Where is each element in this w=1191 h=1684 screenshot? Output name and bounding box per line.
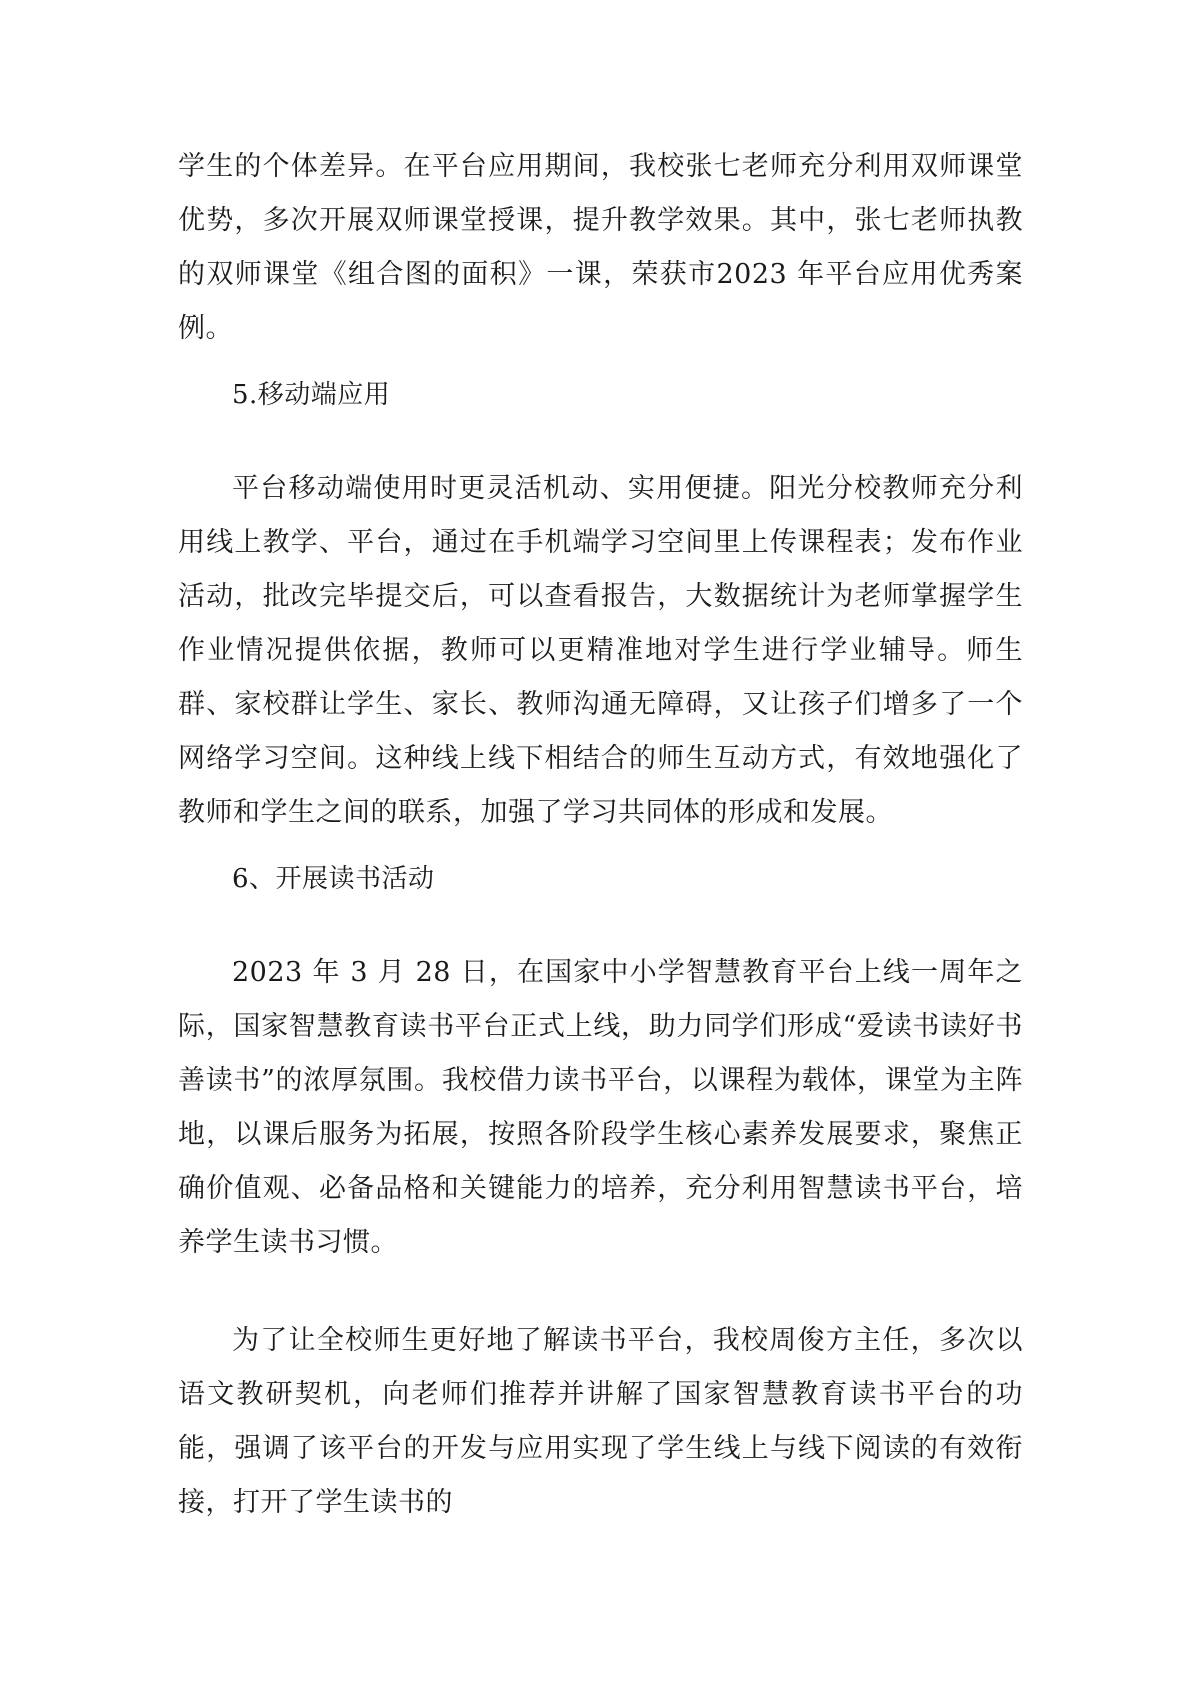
paragraph-continued: 学生的个体差异。在平台应用期间，我校张七老师充分利用双师课堂优势，多次开展双师课堂授课，提升教学效果。其中，张七老师执教的双师课堂《组合图的面积》一课，荣获市2023 年平台应用优秀案例。 xyxy=(178,151,1023,344)
paragraph-mobile-app: 平台移动端使用时更灵活机动、实用便捷。阳光分校教师充分利用线上教学、平台，通过在手机端学习空间里上传课程表；发布作业活动，批改完毕提交后，可以查看报告，大数据统计为老师掌握学生作业情况提供依据，教师可以更精准地对学生进行学业辅导。师生群、家校群让学生、家长、教师沟通无障碍，又让孩子们增多了一个网络学习空间。这种线上线下相结合的师生互动方式，有效地强化了教师和学生之间的联系，加强了学习共同体的形成和发展。 xyxy=(178,473,1023,828)
section-heading-mobile: 5.移动端应用 xyxy=(232,380,391,410)
paragraph-reading-platform: 2023 年 3 月 28 日，在国家中小学智慧教育平台上线一周年之际，国家智慧教育读书平台正式上线，助力同学们形成“爱读书读好书善读书”的浓厚氛围。我校借力读书平台，以课程为载体，课堂为主阵地，以课后服务为拓展，按照各阶段学生核心素养发展要求，聚焦正确价值观、必备品格和关键能力的培养，充分利用智慧读书平台，培养学生读书习惯。 xyxy=(178,957,1023,1258)
section-heading-reading: 6、开展读书活动 xyxy=(232,864,435,894)
paragraph-reading-promotion: 为了让全校师生更好地了解读书平台，我校周俊方主任，多次以语文教研契机，向老师们推荐并讲解了国家智慧教育读书平台的功能，强调了该平台的开发与应用实现了学生线上与线下阅读的有效衔接，打开了学生读书的 xyxy=(178,1325,1023,1518)
document-body xyxy=(178,140,1023,1530)
